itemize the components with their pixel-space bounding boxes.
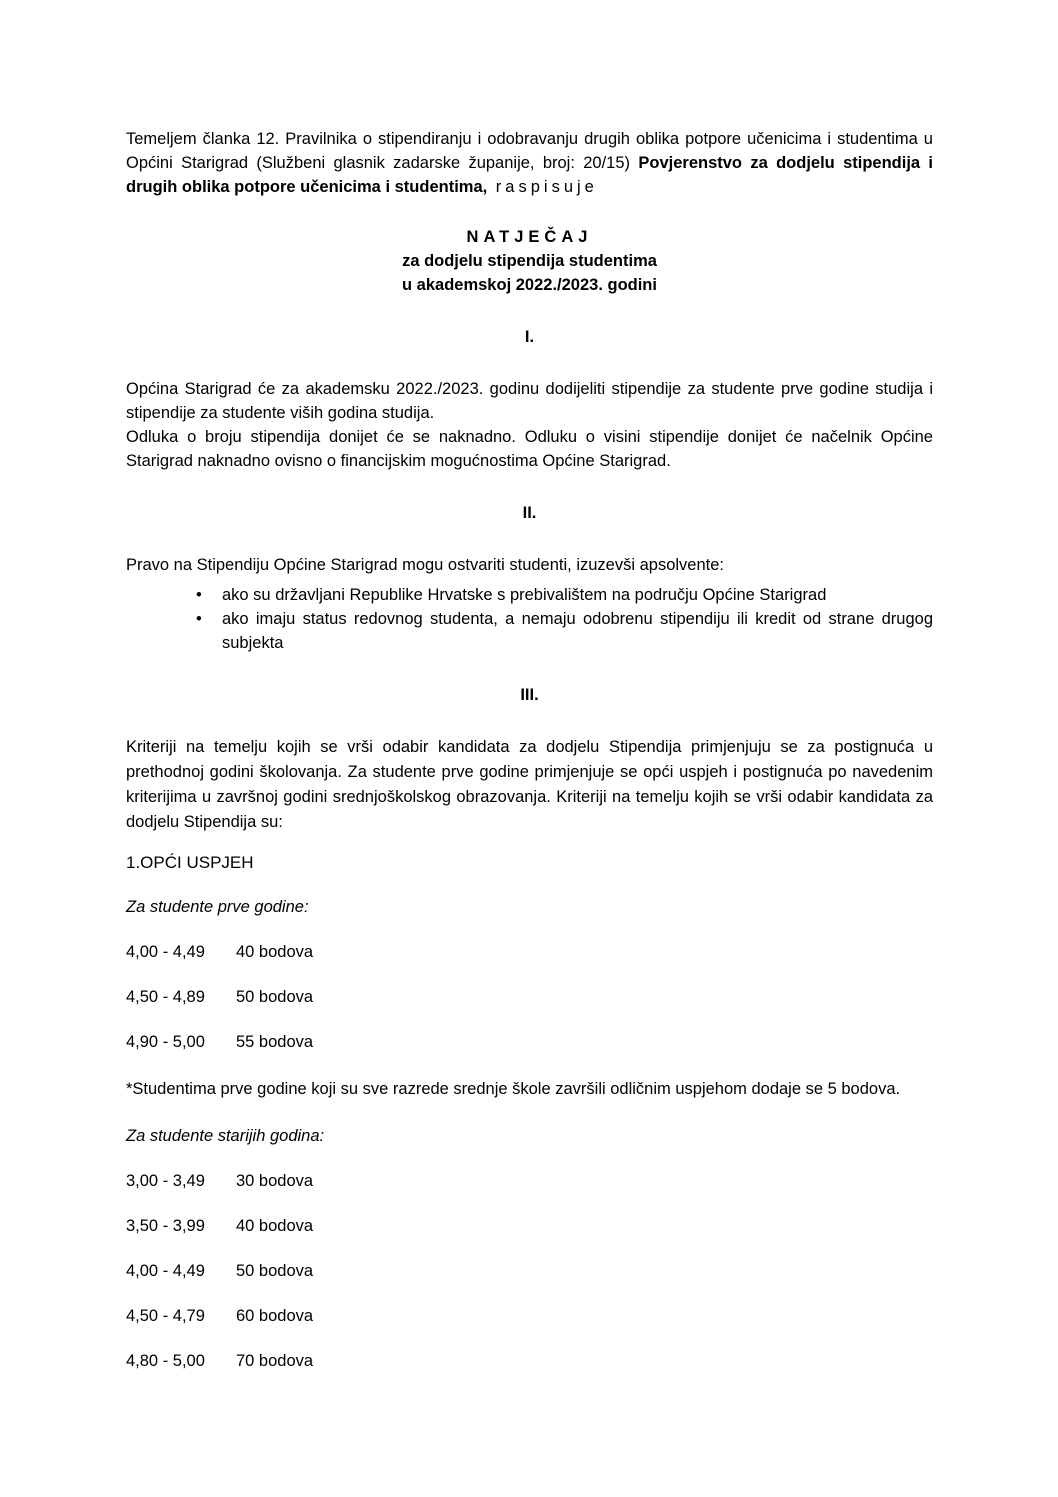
grade-range: 4,00 - 4,49: [126, 1262, 205, 1280]
grade-range: 4,00 - 4,49: [126, 943, 205, 961]
score-row: [126, 940, 933, 964]
list-item: • ako su državljani Republike Hrvatske s prebivalištem na području Općine Starigrad: [222, 583, 933, 607]
section-2-intro: Pravo na Stipendiju Općine Starigrad mogu ostvariti studenti, izuzevši apsolvente:: [126, 556, 724, 574]
title-line-3: u akademskoj 2022./2023. godini: [402, 276, 657, 294]
section-1-paragraph-1: Općina Starigrad će za akademsku 2022./2023. godinu dodijeliti stipendije za studente prve godine studija i stipendije za studente viših godina studija.: [126, 380, 933, 422]
points: 55 bodova: [236, 1033, 314, 1051]
eligibility-list: [126, 583, 933, 655]
section-2-number: II.: [522, 504, 537, 522]
title-line-2: za dodjelu stipendija studentima: [402, 252, 657, 270]
document-title: [126, 225, 933, 297]
score-row: [126, 1169, 933, 1193]
points: 40 bodova: [236, 1217, 314, 1235]
score-row: [126, 1214, 933, 1238]
grade-range: 4,50 - 4,79: [126, 1307, 205, 1325]
intro-committee: Povjerenstvo za dodjelu stipendija i drugih oblika potpore učenicima i studentima,: [126, 154, 933, 196]
score-row: [126, 1259, 933, 1283]
points: 50 bodova: [236, 1262, 314, 1280]
intro-paragraph: [126, 127, 933, 199]
general-success-heading: 1.OPĆI USPJEH: [126, 853, 254, 872]
grade-range: 3,00 - 3,49: [126, 1172, 205, 1190]
points: 30 bodova: [236, 1172, 314, 1190]
grade-range: 3,50 - 3,99: [126, 1217, 205, 1235]
first-year-label: Za studente prve godine:: [126, 898, 309, 916]
score-row: [126, 1304, 933, 1328]
criteria-paragraph: Kriteriji na temelju kojih se vrši odabir kandidata za dodjelu Stipendija primjenjuju se za postignuća u prethodnoj godini školovanja. Za studente prve godine primjenjuje se opći uspjeh i postignuća po navedenim kriterijima u završnoj godini srednjoškolskog obrazovanja. Kriteriji na temelju kojih se vrši odabir kandidata za dodjelu Stipendija su:: [126, 738, 933, 831]
grade-range: 4,80 - 5,00: [126, 1352, 205, 1370]
points: 70 bodova: [236, 1352, 314, 1370]
section-3-number: III.: [520, 686, 539, 704]
grade-range: 4,50 - 4,89: [126, 988, 205, 1006]
grade-range: 4,90 - 5,00: [126, 1033, 205, 1051]
points: 40 bodova: [236, 943, 314, 961]
intro-announces: raspisuje: [487, 178, 598, 196]
older-years-label: Za studente starijih godina:: [126, 1127, 325, 1145]
list-item: • ako imaju status redovnog studenta, a nemaju odobrenu stipendiju ili kredit od strane drugog subjekta: [222, 607, 933, 655]
section-1-number: I.: [524, 328, 535, 346]
points: 50 bodova: [236, 988, 314, 1006]
score-row: [126, 985, 933, 1009]
section-1-paragraph-2: Odluka o broju stipendija donijet će se naknadno. Odluku o visini stipendije donijet će načelnik Općine Starigrad naknadno ovisno o financijskim mogućnostima Općine Starigrad.: [126, 428, 933, 470]
score-row: [126, 1349, 933, 1373]
bonus-note: *Studentima prve godine koji su sve razrede srednje škole završili odličnim uspjehom dodaje se 5 bodova.: [126, 1080, 901, 1098]
document-page: [126, 127, 933, 1373]
title-line-1: NATJEČAJ: [466, 228, 593, 246]
points: 60 bodova: [236, 1307, 314, 1325]
score-row: [126, 1030, 933, 1054]
intro-text: Temeljem članka 12. Pravilnika o stipendiranju i odobravanju drugih oblika potpore učenicima i studentima u Općini Starigrad (Službeni glasnik zadarske županije, broj: 20/15): [126, 130, 933, 172]
